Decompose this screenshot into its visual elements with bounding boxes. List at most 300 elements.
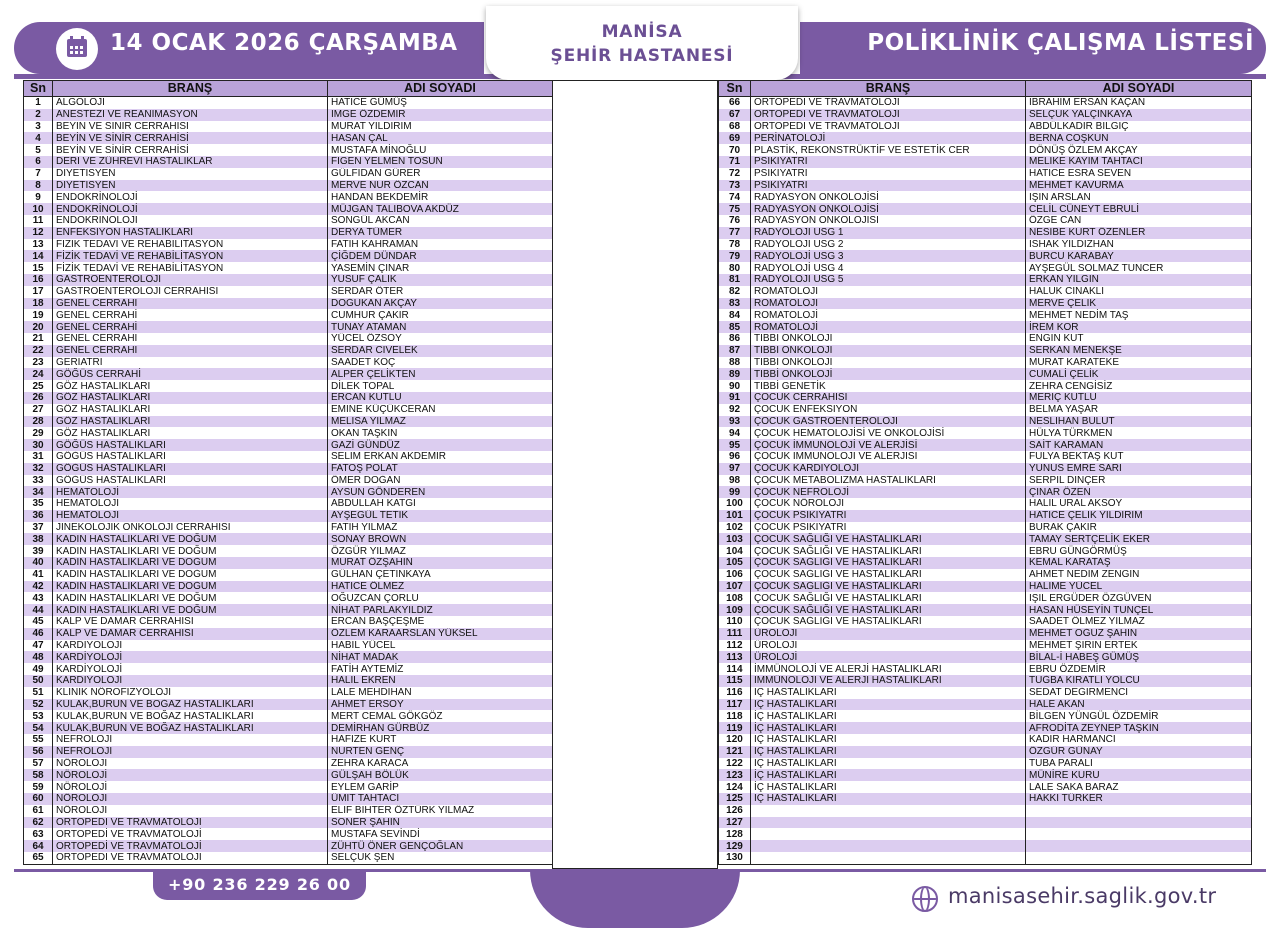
row-doctor-name: ZEHRA KARACA [328,758,553,770]
row-branch: DİYETİSYEN [53,180,328,192]
table-row [24,651,553,663]
row-branch: FİZİK TEDAVİ VE REHABİLİTASYON [53,262,328,274]
row-sn: 71 [719,156,751,168]
row-doctor-name: ÖZGÜR YILMAZ [328,545,553,557]
row-branch: GÖĞÜS CERRAHİ [53,368,328,380]
row-doctor-name: AHMET NEDİM ZENGİN [1026,569,1252,581]
website-link[interactable]: manisasehir.saglik.gov.tr [948,884,1217,908]
table-row [719,852,1252,864]
row-branch: ÇOCUK NEFROLOJİ [751,486,1026,498]
row-branch: ÇOCUK PSİKİYATRİ [751,522,1026,534]
row-doctor-name: NESİBE KURT ÖZENLER [1026,227,1252,239]
table-row [719,215,1252,227]
row-branch: GÖZ HASTALIKLARI [53,416,328,428]
table-row [24,156,553,168]
column-header-branch: BRANŞ [53,81,328,97]
row-branch: KADIN HASTALIKLARI VE DOĞUM [53,581,328,593]
table-row [719,368,1252,380]
row-branch: RADYOLOJİ USG 1 [751,227,1026,239]
table-row [24,793,553,805]
row-sn: 74 [719,191,751,203]
row-doctor-name: CUMHUR ÇAKIR [328,309,553,321]
table-row [719,498,1252,510]
row-doctor-name: SERKAN MENEKŞE [1026,345,1252,357]
row-doctor-name: MUSTAFA MİNOĞLU [328,144,553,156]
row-doctor-name: FATİH YILMAZ [328,522,553,534]
row-sn: 30 [24,439,53,451]
table-row [719,191,1252,203]
row-sn: 73 [719,180,751,192]
row-branch: KARDİYOLOJİ [53,651,328,663]
row-doctor-name: HATİCE GÜMÜŞ [328,97,553,109]
table-row [719,817,1252,829]
row-doctor-name: MEHMET OĞUZ ŞAHİN [1026,628,1252,640]
table-row [719,522,1252,534]
table-row [719,333,1252,345]
row-sn: 45 [24,616,53,628]
row-sn: 129 [719,840,751,852]
table-row [24,309,553,321]
row-doctor-name: KEMAL KARATAŞ [1026,557,1252,569]
row-branch: ÇOCUK METABOLİZMA HASTALIKLARI [751,475,1026,487]
row-branch: GÖĞÜS HASTALIKLARI [53,475,328,487]
row-sn: 77 [719,227,751,239]
row-doctor-name: ELİF BİHTER ÖZTÜRK YILMAZ [328,805,553,817]
table-row [24,557,553,569]
table-row [24,203,553,215]
row-branch: GÖĞÜS HASTALIKLARI [53,451,328,463]
row-branch: KULAK,BURUN VE BOĞAZ HASTALIKLARI [53,699,328,711]
row-branch: ORTOPEDİ VE TRAVMATOLOJİ [53,828,328,840]
row-sn: 11 [24,215,53,227]
row-sn: 22 [24,345,53,357]
table-row [719,663,1252,675]
table-row [24,392,553,404]
row-branch: NÖROLOJİ [53,793,328,805]
table-row [719,758,1252,770]
table-row [24,227,553,239]
row-sn: 48 [24,651,53,663]
row-doctor-name: MUSTAFA SEVİNDİ [328,828,553,840]
row-sn: 41 [24,569,53,581]
row-branch: TIBBİ ONKOLOJİ [751,357,1026,369]
row-sn: 105 [719,557,751,569]
row-doctor-name: HALE AKAN [1026,699,1252,711]
row-doctor-name: ZEHRA CENGİSİZ [1026,380,1252,392]
row-doctor-name: ÖZGE CAN [1026,215,1252,227]
row-doctor-name: GÜLFİDAN GÜRER [328,168,553,180]
row-branch: RADYOLOJİ USG 3 [751,250,1026,262]
row-doctor-name: ÜMİT TAHTACI [328,793,553,805]
table-row [24,710,553,722]
row-doctor-name: FİGEN YELMEN TOSUN [328,156,553,168]
table-row [24,569,553,581]
row-branch: ÇOCUK İMMUNOLOJİ VE ALERJİSİ [751,451,1026,463]
row-doctor-name: GÜLŞAH BÖLÜK [328,769,553,781]
table-row [719,439,1252,451]
table-row [24,132,553,144]
table-row [719,156,1252,168]
table-row [719,746,1252,758]
table-row [719,404,1252,416]
row-branch: FİZİK TEDAVİ VE REHABİLİTASYON [53,239,328,251]
row-sn: 47 [24,640,53,652]
table-row [719,533,1252,545]
row-doctor-name: HAFİZE KURT [328,734,553,746]
row-doctor-name: MERVE ÇELİK [1026,298,1252,310]
table-row [719,298,1252,310]
table-row [24,699,553,711]
row-sn: 3 [24,121,53,133]
row-doctor-name [1026,817,1252,829]
row-doctor-name: OKAN TAŞKIN [328,427,553,439]
row-branch: ÇOCUK KARDİYOLOJİ [751,463,1026,475]
row-branch: ÇOCUK İMMUNOLOJİ VE ALERJİSİ [751,439,1026,451]
table-row [24,97,553,109]
row-doctor-name: HÜLYA TÜRKMEN [1026,427,1252,439]
row-branch: GENEL CERRAHİ [53,333,328,345]
row-sn: 108 [719,592,751,604]
row-branch: KALP VE DAMAR CERRAHİSİ [53,616,328,628]
row-branch: RADYASYON ONKOLOJİSİ [751,191,1026,203]
row-branch: GÖZ HASTALIKLARI [53,392,328,404]
row-doctor-name: SAADET ÖLMEZ YILMAZ [1026,616,1252,628]
row-doctor-name: DERYA TÜMER [328,227,553,239]
row-doctor-name: IŞIL ERGÜDER ÖZGÜVEN [1026,592,1252,604]
table-row [719,710,1252,722]
row-sn: 32 [24,463,53,475]
row-doctor-name: GÜLHAN ÇETİNKAYA [328,569,553,581]
table-row [24,675,553,687]
row-doctor-name: YUNUS EMRE SARI [1026,463,1252,475]
row-branch: KADIN HASTALIKLARI VE DOĞUM [53,604,328,616]
row-doctor-name: HALİL URAL AKSOY [1026,498,1252,510]
row-doctor-name: HASAN ÇAL [328,132,553,144]
clinic-table-right [718,80,1252,865]
hospital-name-line2: ŞEHİR HASTANESİ [550,46,734,66]
row-doctor-name: SELİM ERKAN AKDEMİR [328,451,553,463]
table-row [24,274,553,286]
table-row [24,250,553,262]
row-sn: 63 [24,828,53,840]
row-branch: ORTOPEDİ VE TRAVMATOLOJİ [53,840,328,852]
row-doctor-name: HATİCE ESRA SEVEN [1026,168,1252,180]
row-doctor-name: BİLAL-İ HABEŞ GÜMÜŞ [1026,651,1252,663]
row-branch: ÇOCUK SAĞLIĞI VE HASTALIKLARI [751,569,1026,581]
row-sn: 10 [24,203,53,215]
row-doctor-name: TUNAY ATAMAN [328,321,553,333]
row-doctor-name: SERDAR ÖTER [328,286,553,298]
row-doctor-name: HATİCE ÖLMEZ [328,581,553,593]
table-row [719,380,1252,392]
column-header-name: ADI SOYADI [1026,81,1252,97]
row-sn: 28 [24,416,53,428]
row-sn: 86 [719,333,751,345]
table-row [24,333,553,345]
row-sn: 112 [719,640,751,652]
row-doctor-name: MURAT KARATEKE [1026,357,1252,369]
table-row [24,746,553,758]
row-doctor-name: ÖZLEM KARAARSLAN YÜKSEL [328,628,553,640]
table-row [719,545,1252,557]
row-sn: 65 [24,852,53,864]
row-sn: 107 [719,581,751,593]
row-doctor-name: CELİL CÜNEYT EBRULİ [1026,203,1252,215]
row-sn: 70 [719,144,751,156]
row-sn: 120 [719,734,751,746]
row-sn: 38 [24,533,53,545]
row-branch: İÇ HASTALIKLARI [751,769,1026,781]
table-row [719,616,1252,628]
row-branch: ROMATOLOJİ [751,298,1026,310]
row-sn: 18 [24,298,53,310]
row-sn: 17 [24,286,53,298]
row-branch: KALP VE DAMAR CERRAHİSİ [53,628,328,640]
row-doctor-name: DOĞUKAN AKÇAY [328,298,553,310]
row-doctor-name: MÜNİRE KURU [1026,769,1252,781]
row-sn: 82 [719,286,751,298]
row-sn: 35 [24,498,53,510]
table-row [24,734,553,746]
table-row [24,286,553,298]
table-row [719,581,1252,593]
row-branch [751,805,1026,817]
table-row [719,604,1252,616]
row-doctor-name: MERİÇ KUTLU [1026,392,1252,404]
row-branch: PSİKİYATRİ [751,168,1026,180]
table-row [24,321,553,333]
row-branch: TIBBİ ONKOLOJİ [751,345,1026,357]
row-doctor-name: DEMİRHAN GÜRBÜZ [328,722,553,734]
row-doctor-name: ERCAN KUTLU [328,392,553,404]
row-doctor-name: AFRODİTA ZEYNEP TAŞKIN [1026,722,1252,734]
row-branch: ENDOKRİNOLOJİ [53,203,328,215]
row-sn: 16 [24,274,53,286]
table-row [24,852,553,864]
row-doctor-name: İSHAK YILDIZHAN [1026,239,1252,251]
row-sn: 7 [24,168,53,180]
row-sn: 76 [719,215,751,227]
row-sn: 53 [24,710,53,722]
table-row [24,604,553,616]
table-row [24,581,553,593]
row-sn: 115 [719,675,751,687]
table-row [719,475,1252,487]
row-doctor-name: EBRU ÖZDEMİR [1026,663,1252,675]
row-doctor-name: İBRAHİM ERSAN KAÇAN [1026,97,1252,109]
row-branch: ORTOPEDİ VE TRAVMATOLOJİ [751,121,1026,133]
row-branch: JİNEKOLOJİK ONKOLOJİ CERRAHİSİ [53,522,328,534]
row-sn: 106 [719,569,751,581]
table-row [24,722,553,734]
row-sn: 69 [719,132,751,144]
table-row [719,592,1252,604]
table-row [719,416,1252,428]
row-doctor-name: MÜJGAN TALIBOVA AKDÜZ [328,203,553,215]
table-row [24,427,553,439]
table-header-row [719,81,1252,97]
row-branch: ÇOCUK ENFEKSİYON [751,404,1026,416]
table-row [719,769,1252,781]
table-row [24,463,553,475]
row-doctor-name: BURAK ÇAKIR [1026,522,1252,534]
phone-number: +90 236 229 26 00 [153,870,366,900]
row-branch: ORTOPEDİ VE TRAVMATOLOJİ [53,817,328,829]
row-sn: 50 [24,675,53,687]
table-row [24,769,553,781]
table-row [719,109,1252,121]
row-branch: İÇ HASTALIKLARI [751,687,1026,699]
row-branch: ÇOCUK SAĞLIĞI VE HASTALIKLARI [751,604,1026,616]
row-branch: İÇ HASTALIKLARI [751,734,1026,746]
row-sn: 93 [719,416,751,428]
row-sn: 121 [719,746,751,758]
row-branch: İMMÜNOLOJİ VE ALERJİ HASTALIKLARI [751,663,1026,675]
table-row [719,239,1252,251]
row-sn: 117 [719,699,751,711]
row-sn: 39 [24,545,53,557]
row-doctor-name: SONGÜL AKCAN [328,215,553,227]
table-row [719,227,1252,239]
row-branch: HEMATOLOJİ [53,498,328,510]
row-sn: 23 [24,357,53,369]
row-branch: ALGOLOJİ [53,97,328,109]
table-row [24,380,553,392]
row-doctor-name: TAMAY SERTÇELİK EKER [1026,533,1252,545]
row-doctor-name: SELÇUK YALÇINKAYA [1026,109,1252,121]
row-sn: 55 [24,734,53,746]
table-row [719,121,1252,133]
row-branch: ÇOCUK SAĞLIĞI VE HASTALIKLARI [751,533,1026,545]
row-doctor-name: CUMALİ ÇELİK [1026,368,1252,380]
row-branch: RADYOLOJİ USG 4 [751,262,1026,274]
row-doctor-name: MEHMET ŞİRİN ERTEK [1026,640,1252,652]
table-row [719,321,1252,333]
row-doctor-name: ALPER ÇELİKTEN [328,368,553,380]
row-doctor-name: EYLEM GARİP [328,781,553,793]
row-sn: 62 [24,817,53,829]
table-row [719,675,1252,687]
row-branch: ORTOPEDİ VE TRAVMATOLOJİ [751,97,1026,109]
row-branch: GÖZ HASTALIKLARI [53,404,328,416]
row-doctor-name: GAZİ GÜNDÜZ [328,439,553,451]
table-row [24,109,553,121]
row-doctor-name: SEDAT DEĞİRMENCİ [1026,687,1252,699]
table-row [24,416,553,428]
row-branch: ÇOCUK CERRAHİSİ [751,392,1026,404]
table-row [719,557,1252,569]
row-branch: ÇOCUK SAĞLIĞI VE HASTALIKLARI [751,592,1026,604]
table-row [24,368,553,380]
row-doctor-name: MERT CEMAL GÖKGÖZ [328,710,553,722]
row-sn: 97 [719,463,751,475]
row-sn: 89 [719,368,751,380]
table-row [24,180,553,192]
row-sn: 24 [24,368,53,380]
row-doctor-name: DİLEK TOPAL [328,380,553,392]
row-sn: 25 [24,380,53,392]
row-sn: 75 [719,203,751,215]
table-row [719,144,1252,156]
table-row [24,144,553,156]
row-sn: 51 [24,687,53,699]
table-row [719,357,1252,369]
row-branch: KULAK,BURUN VE BOĞAZ HASTALIKLARI [53,722,328,734]
row-doctor-name: SERDAR CİVELEK [328,345,553,357]
row-branch: RADYOLOJİ USG 2 [751,239,1026,251]
row-branch: ÇOCUK SAĞLIĞI VE HASTALIKLARI [751,557,1026,569]
row-branch: ÇOCUK SAĞLIĞI VE HASTALIKLARI [751,616,1026,628]
row-sn: 1 [24,97,53,109]
row-sn: 21 [24,333,53,345]
row-doctor-name: SERPİL DİNÇER [1026,475,1252,487]
row-sn: 122 [719,758,751,770]
row-sn: 88 [719,357,751,369]
row-branch: TIBBİ ONKOLOJİ [751,368,1026,380]
date-label: 14 OCAK 2026 ÇARŞAMBA [110,30,458,56]
row-sn: 58 [24,769,53,781]
row-branch [751,852,1026,864]
row-branch: FİZİK TEDAVİ VE REHABİLİTASYON [53,250,328,262]
row-doctor-name: FATİH AYTEMİZ [328,663,553,675]
table-row [24,357,553,369]
row-sn: 84 [719,309,751,321]
row-branch: İMMÜNOLOJİ VE ALERJİ HASTALIKLARI [751,675,1026,687]
row-doctor-name: HABİL YÜCEL [328,640,553,652]
row-branch: RADYOLOJİ USG 5 [751,274,1026,286]
row-doctor-name: MEHMET KAVURMA [1026,180,1252,192]
table-row [719,286,1252,298]
row-branch: GENEL CERRAHİ [53,298,328,310]
column-header-branch: BRANŞ [751,81,1026,97]
row-sn: 59 [24,781,53,793]
table-row [24,663,553,675]
row-branch: NÖROLOJİ [53,769,328,781]
row-doctor-name: MERVE NUR ÖZCAN [328,180,553,192]
row-sn: 111 [719,628,751,640]
row-doctor-name: ERKAN YILGIN [1026,274,1252,286]
row-branch: İÇ HASTALIKLARI [751,746,1026,758]
table-row [719,734,1252,746]
row-branch: PSİKİYATRİ [751,156,1026,168]
row-sn: 127 [719,817,751,829]
row-doctor-name: ABDÜLKADİR BİLGİÇ [1026,121,1252,133]
table-row [719,569,1252,581]
table-row [24,628,553,640]
row-branch: PLASTİK, REKONSTRÜKTİF VE ESTETİK CER [751,144,1026,156]
row-branch: KULAK,BURUN VE BOĞAZ HASTALIKLARI [53,710,328,722]
row-doctor-name: HANDAN BEKDEMİR [328,191,553,203]
row-doctor-name: LALE MEHDİHAN [328,687,553,699]
row-branch: GASTROENTEROLOJİ CERRAHİSİ [53,286,328,298]
row-doctor-name: BELMA YAŞAR [1026,404,1252,416]
row-sn: 95 [719,439,751,451]
row-branch: ÇOCUK HEMATOLOJİSİ VE ONKOLOJİSİ [751,427,1026,439]
row-sn: 60 [24,793,53,805]
row-branch: GÖZ HASTALIKLARI [53,380,328,392]
row-branch: RADYASYON ONKOLOJİSİ [751,203,1026,215]
row-branch: İÇ HASTALIKLARI [751,710,1026,722]
row-branch: İÇ HASTALIKLARI [751,793,1026,805]
row-branch: ENDOKRİNOLOJİ [53,191,328,203]
table-row [719,97,1252,109]
row-doctor-name: YASEMİN ÇINAR [328,262,553,274]
clinic-table-left [23,80,553,865]
row-doctor-name: MELİSA YILMAZ [328,416,553,428]
row-doctor-name: TUBA PARALI [1026,758,1252,770]
table-row [719,309,1252,321]
bottom-decorative-tab [530,870,740,928]
